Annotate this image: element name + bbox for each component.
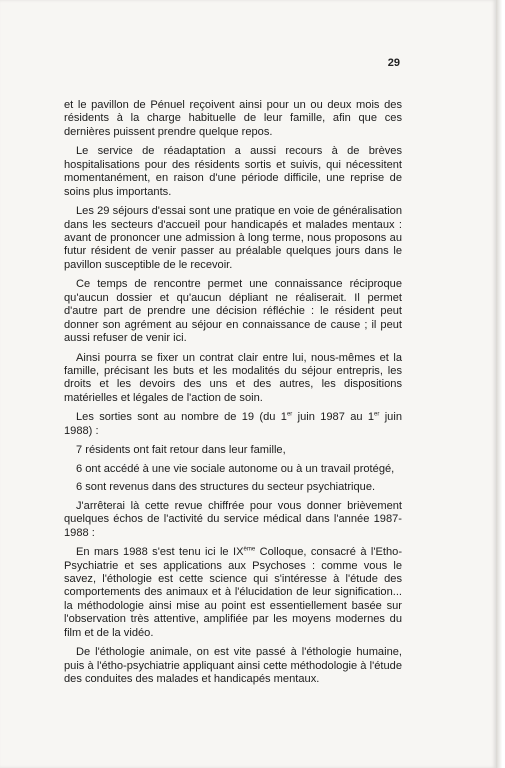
list-item: 6 ont accédé à une vie sociale autonome ou à un travail protégé, bbox=[76, 462, 395, 475]
paragraph: Les 29 séjours d'essai sont une pratique en voie de généralisation dans les secteurs d'accueil pour handicapés et malades mentaux : avant de prononcer une admission à long terme, nous proposons au futur résident de venir passer au préalable quelques jours dans le pavillon susceptible de le recevoir. bbox=[64, 205, 402, 271]
list-item: 7 résidents ont fait retour dans leur famille, bbox=[76, 444, 286, 457]
sorties-text-middle: juin 1987 au 1 bbox=[292, 411, 375, 424]
colloque-text-start: En mars 1988 s'est tenu ici le IX bbox=[76, 546, 244, 559]
list-item: 6 sont revenus dans des structures du secteur psychiatrique. bbox=[76, 481, 376, 494]
colloque-paragraph bbox=[64, 546, 402, 640]
superscript: er bbox=[286, 411, 293, 418]
sorties-text-start: Les sorties sont au nombre de 19 (du 1 bbox=[76, 411, 287, 424]
colloque-text-end: Colloque, consacré à l'Etho-Psychiatrie et ses applications aux Psychoses : comme vous le savez, l'éthologie est cette science qui s'intéresse à l'étude des comportements des animaux et à l'élucidation de leur signification... la méthodologie ainsi mise au point est essentiellement basée sur l'observation très attentive, amplifiée par les moyens modernes du film et de la vidéo. bbox=[64, 546, 403, 639]
paragraph: J'arrêterai là cette revue chiffrée pour vous donner brièvement quelques échos de l'activité du service médical dans l'année 1987-1988 : bbox=[64, 499, 402, 539]
paragraph: Le service de réadaptation a aussi recours à de brèves hospitalisations pour des résidents sortis et suivis, qui nécessitent momentanément, en raison d'une période difficile, une reprise de soins plus importants. bbox=[64, 145, 402, 198]
superscript: ème bbox=[243, 546, 256, 553]
page-number: 29 bbox=[387, 57, 400, 69]
sorties-text-end: juin 1988) : bbox=[64, 411, 402, 437]
paragraph: Ce temps de rencontre permet une connaissance réciproque qu'aucun dossier et qu'aucun dépliant ne réaliserait. Il permet d'autre part de prendre une décision réfléchie : le résident peut donner son agrément au séjour en connaissance de cause ; il peut aussi refuser de venir ici. bbox=[64, 278, 402, 345]
superscript: er bbox=[374, 411, 380, 418]
paragraph: De l'éthologie animale, on est vite passé à l'éthologie humaine, puis à l'étho-psychiatrie appliquant ainsi cette méthodologie à l'étude des conduites des malades et handicapés mentaux. bbox=[64, 646, 402, 685]
page-edge bbox=[496, 0, 505, 768]
sorties-paragraph bbox=[64, 411, 402, 438]
paragraph: Ainsi pourra se fixer un contrat clair entre lui, nous-mêmes et la famille, précisant les buts et les modalités du séjour entrepris, les droits et les devoirs des uns et des autres, les dispositions matérielles et légales de l'action de soin. bbox=[64, 351, 402, 404]
paragraph: et le pavillon de Pénuel reçoivent ainsi pour un ou deux mois des résidents à la charge habituelle de leur famille, afin que ces dernières puissent prendre quelque repos. bbox=[64, 99, 402, 138]
body-text bbox=[64, 99, 402, 693]
